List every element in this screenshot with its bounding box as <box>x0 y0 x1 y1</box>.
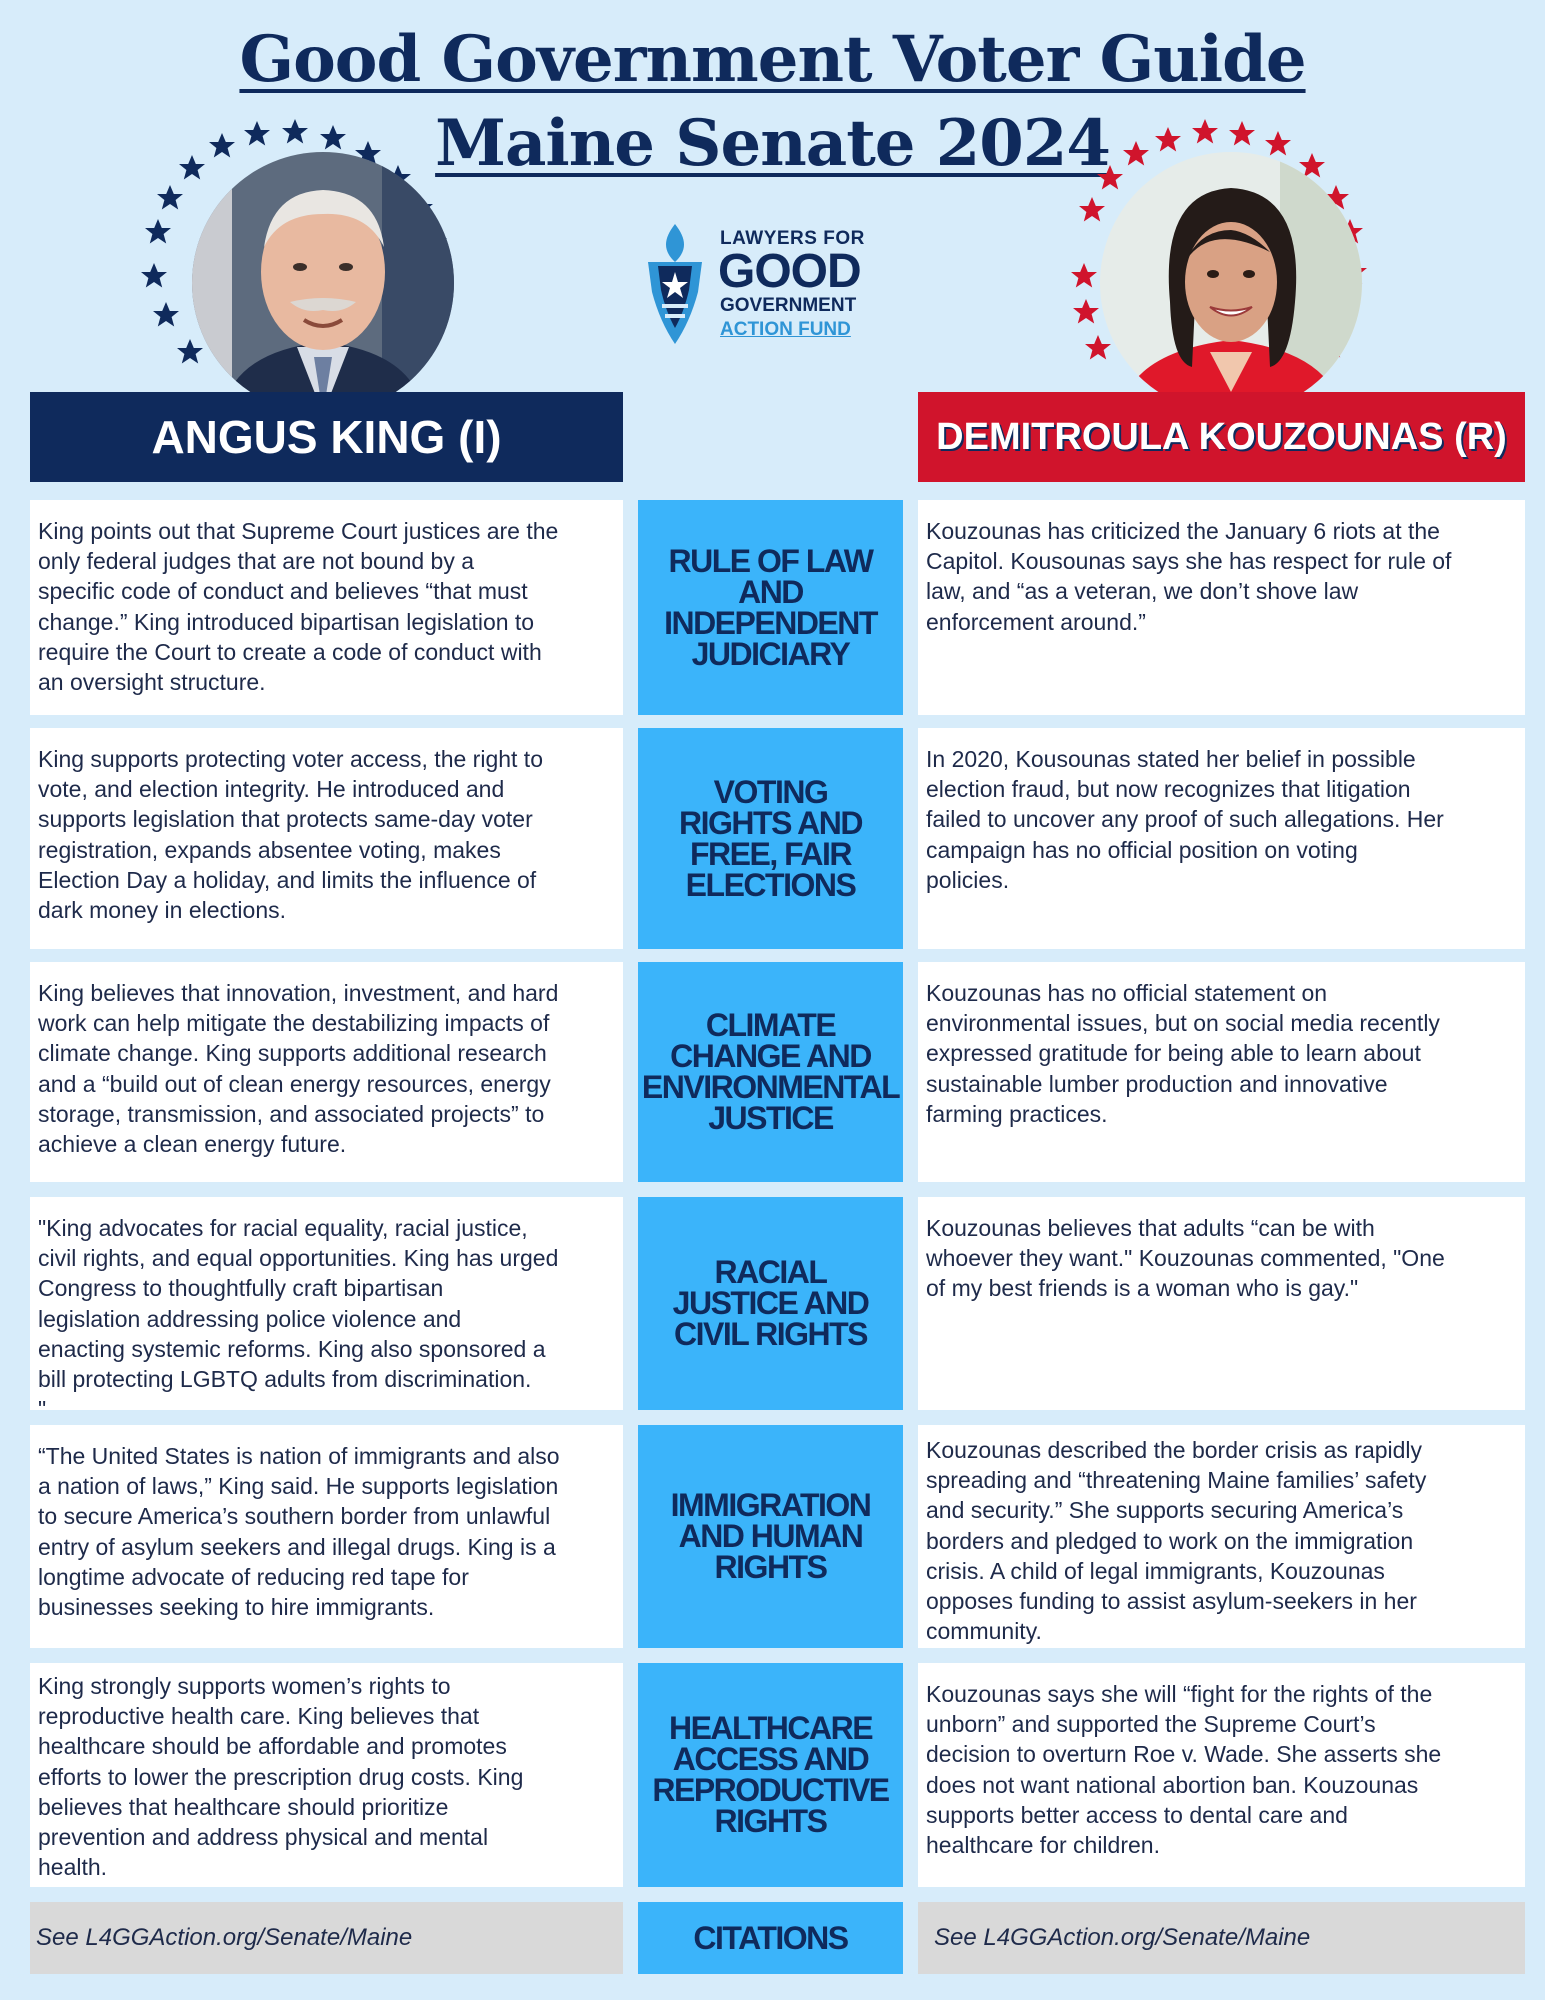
king-citation-link[interactable]: See L4GGAction.org/Senate/Maine <box>30 1902 623 1974</box>
citations-label: CITATIONS <box>638 1902 903 1974</box>
king-name-banner: ANGUS KING (I) <box>30 392 623 482</box>
kouzounas-racial-justice-text: Kouzounas believes that adults “can be with whoever they want." Kouzounas commented, "One of my best friends is a woman who is gay." <box>918 1197 1525 1410</box>
kouzounas-rule-of-law-text: Kouzounas has criticized the January 6 riots at the Capitol. Kousounas says she has respect for rule of law, and “as a veteran, we don’t shove law enforcement around.” <box>918 500 1525 715</box>
logo-text-lawyers-for: LAWYERS FOR <box>720 228 865 249</box>
kouzounas-name-banner: DEMITROULA KOUZOUNAS (R) <box>918 392 1525 482</box>
topic-rule-of-law: RULE OF LAW AND INDEPENDENT JUDICIARY <box>638 500 903 715</box>
logo-text-government: GOVERNMENT <box>720 295 857 316</box>
torch-shield-icon <box>640 222 710 347</box>
page-title: Good Government Voter Guide <box>239 22 1306 97</box>
kouzounas-citation-link[interactable]: See L4GGAction.org/Senate/Maine <box>918 1902 1525 1974</box>
king-healthcare-text: King strongly supports women’s rights to reproductive health care. King believes that healthcare should be affordable and promotes efforts to lower the prescription drug costs. King believes that healthcare should prioritize prevention and address physical and mental health. <box>30 1663 623 1887</box>
lawyers-for-good-government-logo <box>640 222 910 347</box>
king-immigration-text: “The United States is nation of immigrants and also a nation of laws,” King said. He supports legislation to secure America’s southern border from unlawful entry of asylum seekers and illegal drugs. King is a longtime advocate of reducing red tape for businesses seeking to hire immigrants. <box>30 1425 623 1648</box>
demitroula-kouzounas-portrait <box>1100 152 1362 414</box>
topic-racial-justice: RACIAL JUSTICE AND CIVIL RIGHTS <box>638 1197 903 1410</box>
kouzounas-voting-rights-text: In 2020, Kousounas stated her belief in possible election fraud, but now recognizes that litigation failed to uncover any proof of such allegations. Her campaign has no official position on voting policies. <box>918 728 1525 949</box>
king-voting-rights-text: King supports protecting voter access, the right to vote, and election integrity. He introduced and supports legislation that protects same-day voter registration, expands absentee voting, makes Election Day a holiday, and limits the influence of dark money in elections. <box>30 728 623 949</box>
topic-healthcare: HEALTHCARE ACCESS AND REPRODUCTIVE RIGHTS <box>638 1663 903 1887</box>
topic-voting-rights: VOTING RIGHTS AND FREE, FAIR ELECTIONS <box>638 728 903 949</box>
king-climate-text: King believes that innovation, investment, and hard work can help mitigate the destabilizing impacts of climate change. King supports additional research and a “build out of clean energy resources, energy storage, transmission, and associated projects” to achieve a clean energy future. <box>30 962 623 1182</box>
kouzounas-healthcare-text: Kouzounas says she will “fight for the rights of the unborn” and supported the Supreme Court’s decision to overturn Roe v. Wade. She asserts she does not want national abortion ban. Kouzounas supports better access to dental care and healthcare for children. <box>918 1663 1525 1887</box>
logo-text-good: GOOD <box>718 245 861 298</box>
kouzounas-immigration-text: Kouzounas described the border crisis as rapidly spreading and “threatening Maine families’ safety and security.” She supports securing America’s borders and pledged to work on the immigration crisis. A child of legal immigrants, Kouzounas opposes funding to assist asylum-seekers in her community. <box>918 1425 1525 1648</box>
topic-immigration: IMMIGRATION AND HUMAN RIGHTS <box>638 1425 903 1648</box>
page-subtitle: Maine Senate 2024 <box>435 106 1110 181</box>
king-rule-of-law-text: King points out that Supreme Court justices are the only federal judges that are not bound by a specific code of conduct and believes “that must change.” King introduced bipartisan legislation to require the Court to create a code of conduct with an oversight structure. <box>30 500 623 715</box>
angus-king-portrait <box>192 152 454 414</box>
topic-climate: CLIMATE CHANGE AND ENVIRONMENTAL JUSTICE <box>638 962 903 1182</box>
kouzounas-climate-text: Kouzounas has no official statement on environmental issues, but on social media recently expressed gratitude for being able to learn about sustainable lumber production and innovative farming practices. <box>918 962 1525 1182</box>
king-racial-justice-text: "King advocates for racial equality, racial justice, civil rights, and equal opportunities. King has urged Congress to thoughtfully craft bipartisan legislation addressing police violence and enacting systemic reforms. King also sponsored a bill protecting LGBTQ adults from discrimination. " <box>30 1197 623 1410</box>
logo-text-action-fund: ACTION FUND <box>720 319 851 340</box>
